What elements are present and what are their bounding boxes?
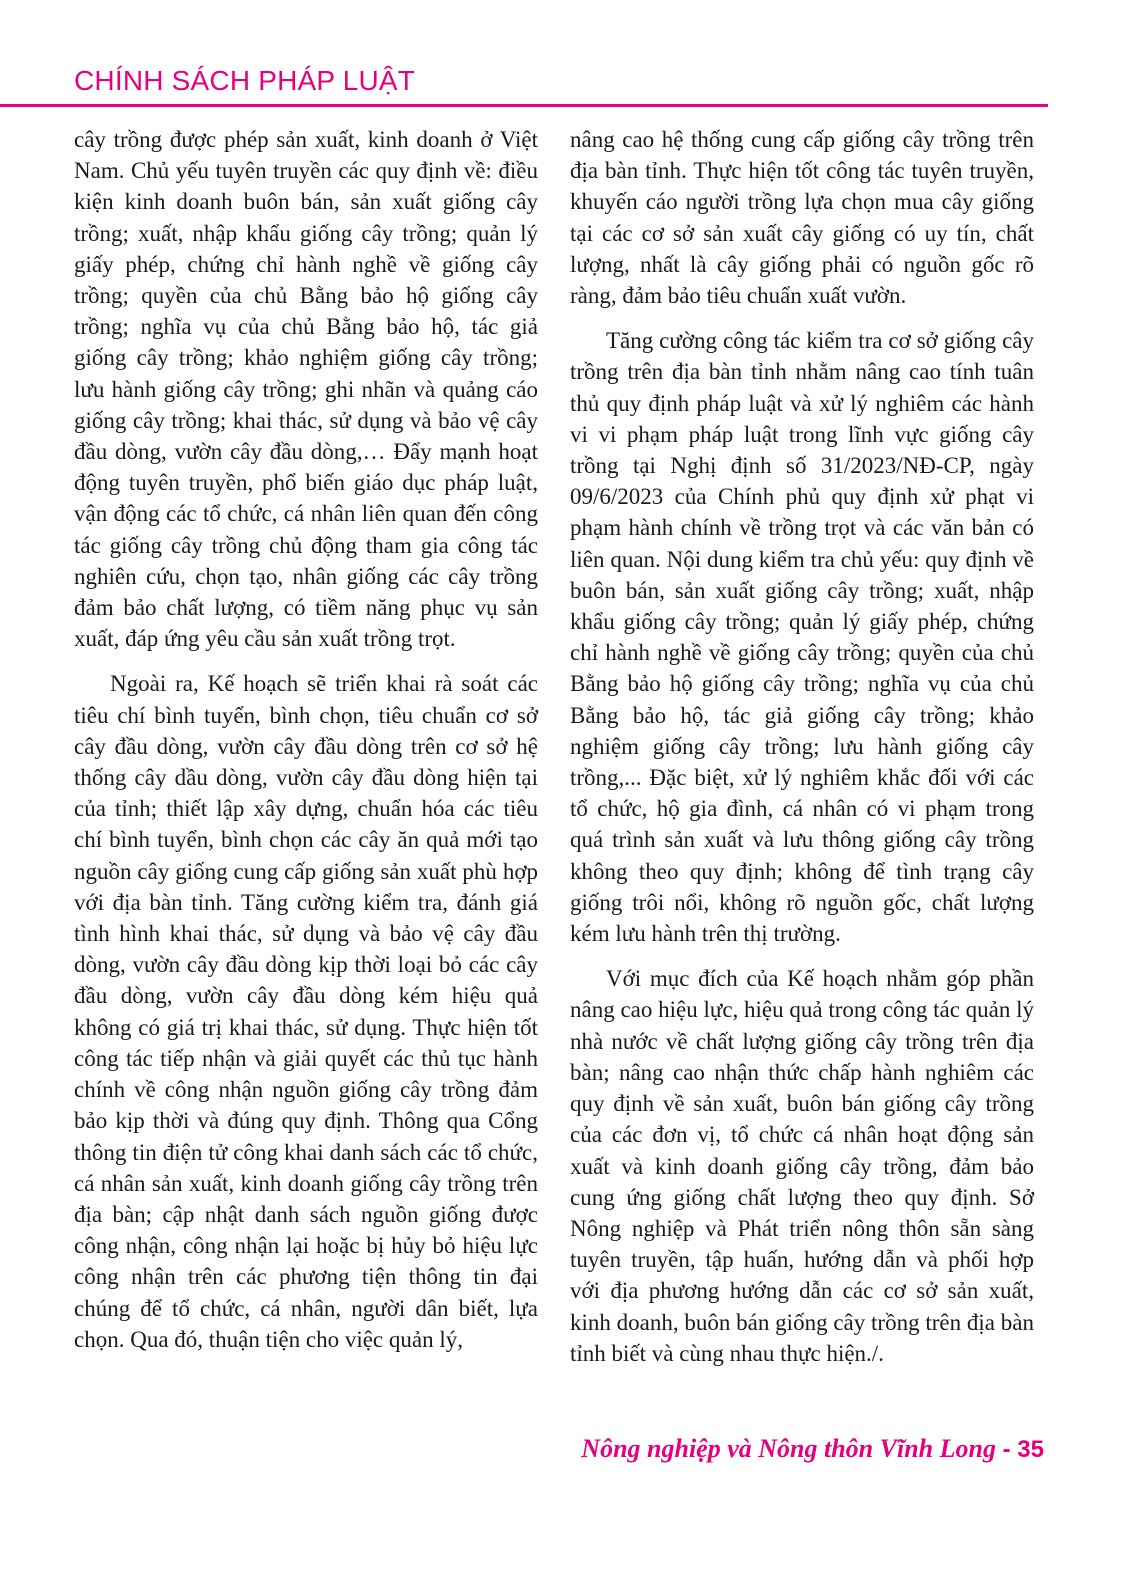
right-column: [570, 124, 1034, 1383]
left-column: [74, 124, 538, 1369]
paragraph: cây trồng được phép sản xuất, kinh doanh ở Việt Nam. Chủ yếu tuyên truyền các quy định về: điều kiện kinh doanh buôn bán, sản xuất giống cây trồng; xuất, nhập khẩu giống cây trồng; quản lý giấy phép, chứng chỉ hành nghề về giống cây trồng; quyền của chủ Bằng bảo hộ giống cây trồng; nghĩa vụ của chủ Bằng bảo hộ, tác giả giống cây trồng; khảo nghiệm giống cây trồng; lưu hành giống cây trồng; ghi nhãn và quảng cáo giống cây trồng; khai thác, sử dụng và bảo vệ cây đầu dòng, vườn cây đầu dòng,… Đẩy mạnh hoạt động tuyên truyền, phổ biến giáo dục pháp luật, vận động các tổ chức, cá nhân liên quan đến công tác giống cây trồng chủ động tham gia công tác nghiên cứu, chọn tạo, nhân giống các cây trồng đảm bảo chất lượng, có tiềm năng phục vụ sản xuất, đáp ứng yêu cầu sản xuất trồng trọt.: [74, 127, 538, 652]
section-title: CHÍNH SÁCH PHÁP LUẬT: [74, 65, 416, 96]
paragraph: Ngoài ra, Kế hoạch sẽ triển khai rà soát các tiêu chí bình tuyển, bình chọn, tiêu chuẩn cơ sở cây đầu dòng, vườn cây đầu dòng trên cơ sở hệ thống cây dầu dòng, vườn cây đầu dòng hiện tại của tỉnh; thiết lập xây dựng, chuẩn hóa các tiêu chí bình tuyển, bình chọn các cây ăn quả mới tạo nguồn cây giống cung cấp giống sản xuất phù hợp với địa bàn tỉnh. Tăng cường kiểm tra, đánh giá tình hình khai thác, sử dụng và bảo vệ cây đầu dòng, vườn cây đầu dòng kịp thời loại bỏ các cây đầu dòng, vườn cây đầu dòng kém hiệu quả không có giá trị khai thác, sử dụng. Thực hiện tốt công tác tiếp nhận và giải quyết các thủ tục hành chính về công nhận nguồn giống cây trồng đảm bảo kịp thời và đúng quy định. Thông qua Cổng thông tin điện tử công khai danh sách các tổ chức, cá nhân sản xuất, kinh doanh giống cây trồng trên địa bàn; cập nhật danh sách nguồn giống được công nhận, công nhận lại hoặc bị hủy bỏ hiệu lực công nhận trên các phương tiện thông tin đại chúng để tổ chức, cá nhân, người dân biết, lựa chọn. Qua đó, thuận tiện cho việc quản lý,: [74, 671, 538, 1352]
paragraph: Với mục đích của Kế hoạch nhằm góp phần nâng cao hiệu lực, hiệu quả trong công tác quản lý nhà nước về chất lượng giống cây trồng trên địa bàn; nâng cao nhận thức chấp hành nghiêm các quy định về sản xuất, buôn bán giống cây trồng của các đơn vị, tổ chức cá nhân hoạt động sản xuất và kinh doanh giống cây trồng, đảm bảo cung ứng giống chất lượng theo quy định. Sở Nông nghiệp và Phát triển nông thôn sẵn sàng tuyên truyền, tập huấn, hướng dẫn và phối hợp với địa phương hướng dẫn các cơ sở sản xuất, kinh doanh, buôn bán giống cây trồng trên địa bàn tỉnh biết và cùng nhau thực hiện./.: [570, 966, 1035, 1366]
paragraph: Tăng cường công tác kiểm tra cơ sở giống cây trồng trên địa bàn tỉnh nhằm nâng cao tính tuân thủ quy định pháp luật và xử lý nghiêm các hành vi vi phạm pháp luật trong lĩnh vực giống cây trồng tại Nghị định số 31/2023/NĐ-CP, ngày 09/6/2023 của Chính phủ quy định xử phạt vi phạm hành chính về trồng trọt và các văn bản có liên quan. Nội dung kiểm tra chủ yếu: quy định về buôn bán, sản xuất giống cây trồng; xuất, nhập khẩu giống cây trồng; quản lý giấy phép, chứng chỉ hành nghề về giống cây trồng; quyền của chủ Bằng bảo hộ giống cây trồng; nghĩa vụ của chủ Bằng bảo hộ, tác giả giống cây trồng; khảo nghiệm giống cây trồng; lưu hành giống cây trồng,... Đặc biệt, xử lý nghiêm khắc đối với các tổ chức, hộ gia đình, cá nhân có vi phạm trong quá trình sản xuất và lưu thông giống cây trồng không theo quy định; không để tình trạng cây giống trôi nổi, không rõ nguồn gốc, chất lượng kém lưu hành trên thị trường.: [570, 328, 1034, 947]
page-number: 35: [1017, 1436, 1044, 1463]
footer-separator: -: [995, 1436, 1018, 1463]
title-divider: [0, 104, 1048, 107]
page-footer: [581, 1434, 1044, 1464]
paragraph: nâng cao hệ thống cung cấp giống cây trồng trên địa bàn tỉnh. Thực hiện tốt công tác tuyên truyền, khuyến cáo người trồng lựa chọn mua cây giống tại các cơ sở sản xuất cây giống có uy tín, chất lượng, nhất là cây giống phải có nguồn gốc rõ ràng, đảm bảo tiêu chuẩn xuất vườn.: [570, 127, 1034, 309]
publication-name: Nông nghiệp và Nông thôn Vĩnh Long: [581, 1434, 996, 1463]
